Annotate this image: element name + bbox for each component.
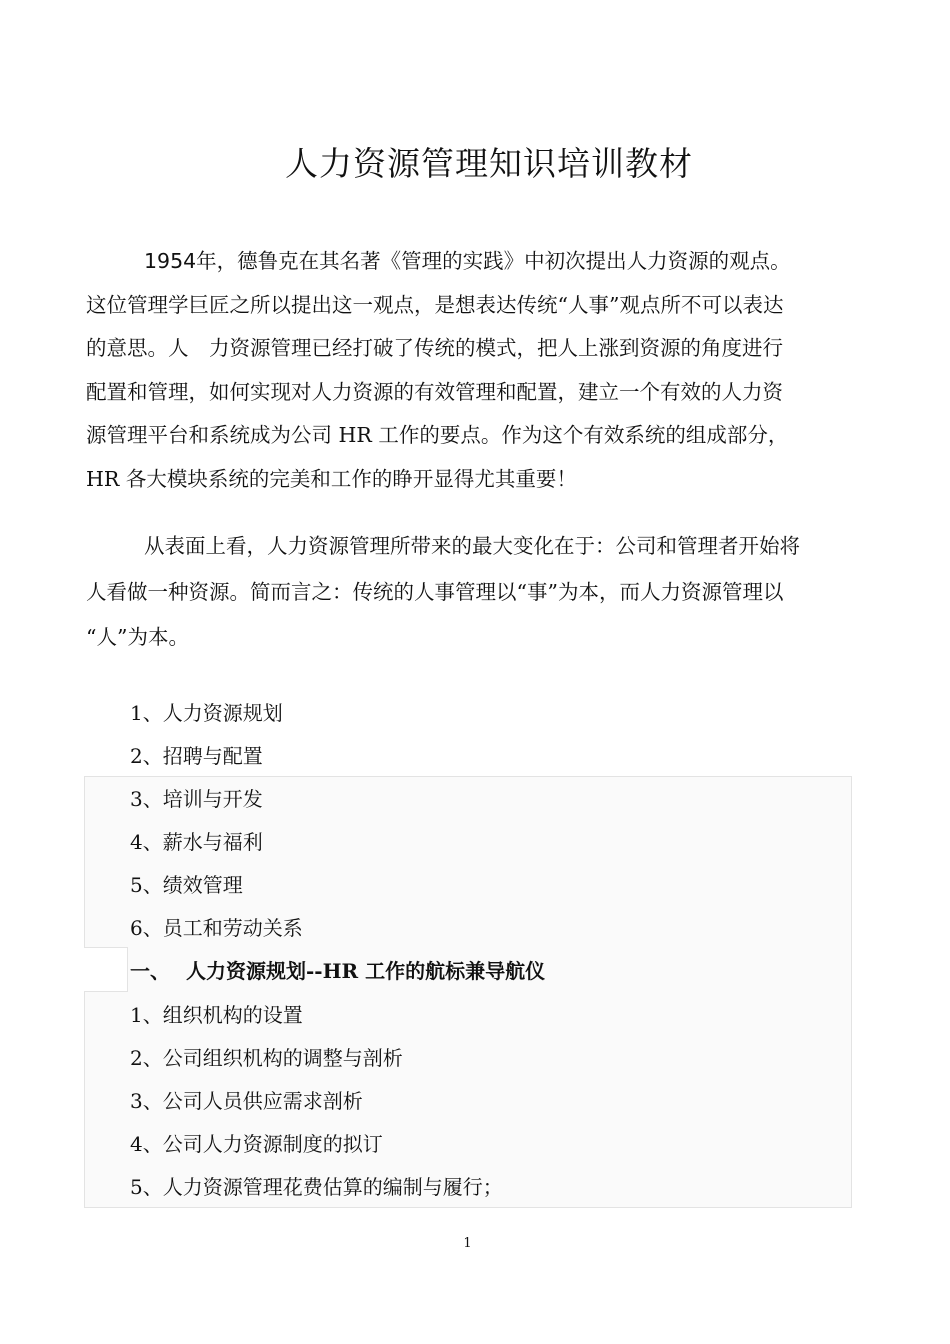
frame-corner-cell — [84, 947, 128, 992]
paragraph-line: 人看做一种资源。简而言之：传统的人事管理以“事”为本，而人力资源管理以 — [86, 579, 784, 604]
section-title: 人力资源规划--HR 工作的航标兼导航仪 — [186, 959, 546, 983]
list-item: 1、组织机构的设置 — [130, 1003, 303, 1027]
paragraph-line: 这位管理学巨匠之所以提出这一观点，是想表达传统“人事”观点所不可以表达 — [86, 292, 784, 317]
list-item: 6、员工和劳动关系 — [130, 916, 303, 940]
paragraph-line: HR 各大模块系统的完美和工作的睁开显得尤其重要！ — [86, 466, 577, 491]
list-item: 4、薪水与福利 — [130, 830, 263, 854]
paragraph-line: 的意思。人 力资源管理已经打破了传统的模式，把人上涨到资源的角度进行 — [86, 336, 783, 360]
document-title: 人力资源管理知识培训教材 — [285, 144, 693, 183]
list-item: 4、公司人力资源制度的拟订 — [130, 1132, 383, 1156]
module-list — [130, 692, 303, 950]
paragraph-line: 源管理平台和系统成为公司 HR 工作的要点。作为这个有效系统的组成部分， — [86, 423, 789, 447]
year-text: 1954 — [144, 249, 197, 273]
paragraph-line: 从表面上看，人力资源管理所带来的最大变化在于：公司和管理者开始将 — [144, 534, 800, 558]
list-item: 5、绩效管理 — [130, 873, 243, 897]
paragraph-line — [86, 240, 861, 284]
list-item: 1、人力资源规划 — [130, 701, 283, 725]
list-item: 2、招聘与配置 — [130, 744, 263, 768]
list-item: 3、公司人员供应需求剖析 — [130, 1089, 363, 1113]
section-heading — [130, 950, 545, 993]
paragraph-line: “人”为本。 — [86, 625, 189, 649]
paragraph-line: 配置和管理，如何实现对人力资源的有效管理和配置，建立一个有效的人力资 — [86, 379, 783, 404]
line-text: 年，德鲁克在其名著《管理的实践》中初次提出人力资源的观点。 — [196, 249, 791, 273]
list-item: 3、培训与开发 — [130, 787, 263, 811]
intro-paragraph — [86, 240, 861, 501]
page-number: 1 — [463, 1236, 472, 1251]
list-item: 5、人力资源管理花费估算的编制与履行； — [130, 1175, 503, 1199]
section-number: 一、 — [130, 959, 170, 983]
second-paragraph — [86, 524, 861, 661]
list-item: 2、公司组织机构的调整与剖析 — [130, 1046, 403, 1070]
section-item-list — [130, 994, 503, 1209]
